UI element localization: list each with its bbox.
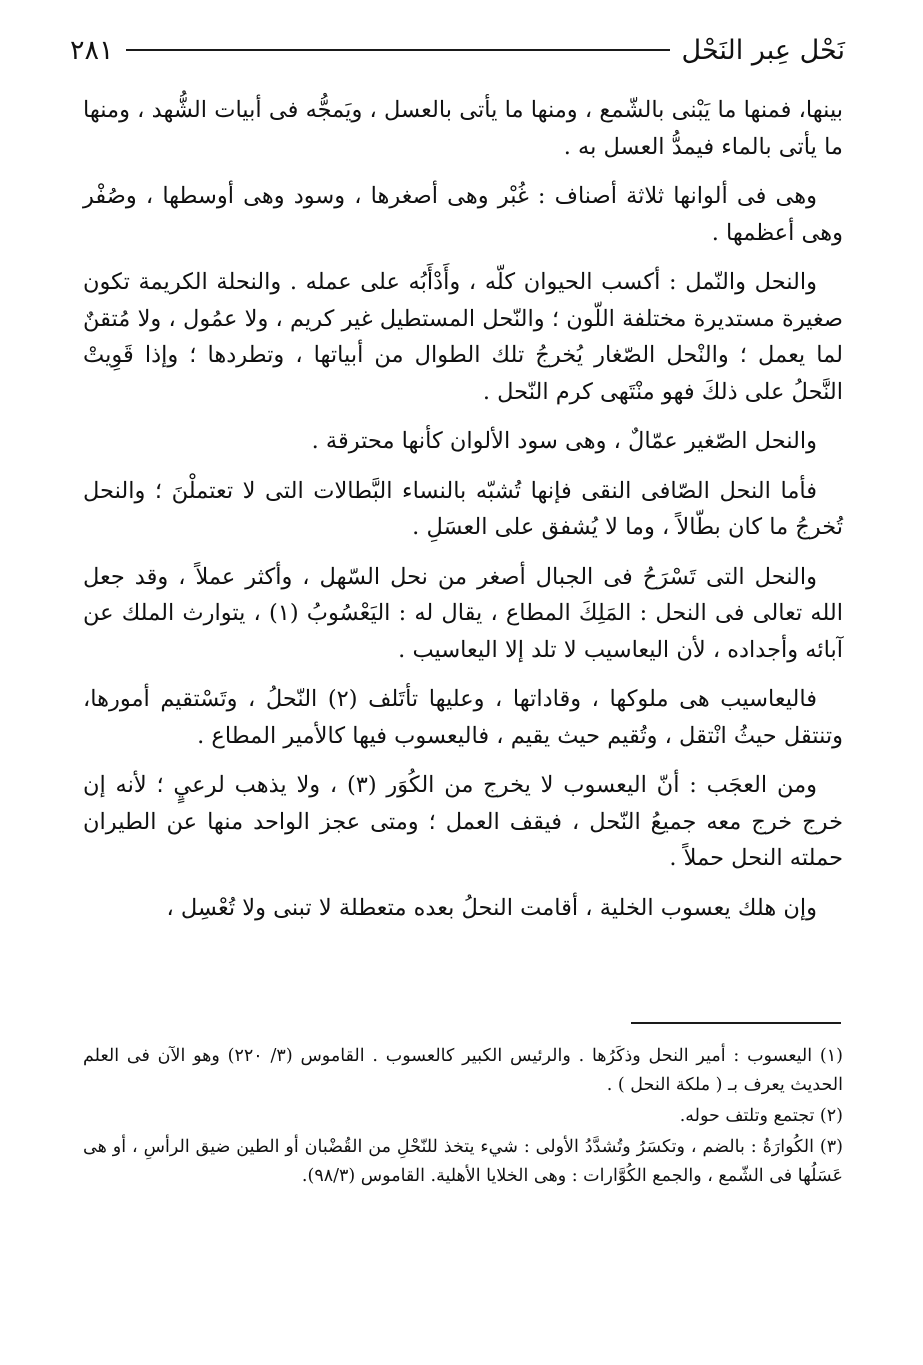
footnotes	[83, 1042, 843, 1193]
paragraph-9: وإن هلك يعسوب الخلية ، أقامت النحلُ بعده متعطلة لا تبنى ولا تُعْسِل ،	[166, 894, 817, 921]
running-title: نَحْل عِبر النَحْل	[681, 34, 845, 66]
footnote-2: (٢) تجتمع وتلتف حوله.	[679, 1106, 843, 1126]
paragraph-1: بينها، فمنها ما يَبْنى بالشّمع ، ومنها ما يأتى بالعسل ، ويَمجُّه فى أبيات الشُّهد ، ومنها ما يأتى بالماء فيمدُّ العسل به .	[83, 97, 843, 160]
paragraph-3: والنحل والنّمل : أكسب الحيوان كلّه ، وأَدْأَبُه على عمله . والنحلة الكريمة تكون صغيرة مستديرة مختلفة اللّون ؛ والنّحل المستطيل غير كريم ، ولا عمُول ، ولا مُتقنٌ لما يعمل ؛ والنْحل الصّغار يُخرجُ تلك الطوال من أبياتها ، وتطردها ؛ وإذا قَوِيتْ النَّحلُ على ذلكَ فهو منْتَهى كرم النّحل .	[83, 269, 843, 405]
page-number: ٢٨١	[70, 34, 114, 66]
paragraph-8: ومن العجَب : أنّ اليعسوب لا يخرج من الكُوَر (٣) ، ولا يذهب لرعيٍ ؛ لأنه إن خرج خرج معه جميعُ النّحل ، فيقف العمل ؛ ومتى عجز الواحد منها عن الطيران حملته النحل حملاً .	[83, 772, 843, 871]
paragraph-6: والنحل التى تَسْرَحُ فى الجبال أصغر من نحل السّهل ، وأكثر عملاً ، وقد جعل الله تعالى فى النحل : المَلِكَ المطاع ، يقال له : اليَعْسُوبُ (١) ، يتوارث الملك عن آبائه وأجداده ، لأن اليعاسيب لا تلد إلا اليعاسيب .	[83, 563, 844, 663]
body-text	[83, 92, 843, 939]
paragraph-2: وهى فى ألوانها ثلاثة أصناف : غُبْر وهى أصغرها ، وسود وهى أوسطها ، وصُفْر وهى أعظمها .	[83, 183, 843, 246]
running-header	[70, 28, 845, 72]
header-rule	[126, 49, 670, 51]
footnote-3: (٣) الكُوارَةُ : بالضم ، وتكسَرُ وتُشدَّدُ الأولى : شيء يتخذ للنّحْلِ من القُضْبان أو الطين ضيق الرأسِ ، أو هى عَسَلُها فى الشّمع ، والجمع الكُوَّارات : وهى الخلايا الأهلية. القاموس (٩٨/٣).	[83, 1137, 843, 1186]
paragraph-4: والنحل الصّغير عمّالٌ ، وهى سود الألوان كأنها محترقة .	[311, 428, 817, 454]
paragraph-7: فاليعاسيب هى ملوكها ، وقاداتها ، وعليها تأتَلف (٢) النّحلُ ، وتَسْتقيم أمورها، وتنتقل حيثُ انْتقل ، وتُقيم حيث يقيم ، فاليعسوب فيها كالأمير المطاع .	[83, 686, 843, 749]
paragraph-5: فأما النحل الصّافى النقى فإنها تُشبّه بالنساء البَّطالات التى لا تعتملْنَ ؛ والنحل تُخرجُ ما كان بطّالاً ، وما لا يُشفق على العسَلِ .	[83, 477, 843, 540]
footnote-rule	[631, 1022, 841, 1024]
footnote-1: (١) اليعسوب : أمير النحل وذكَرُها . والرئيس الكبير كالعسوب . القاموس (٣/ ٢٢٠) وهو الآن فى العلم الحديث يعرف بـ ( ملكة النحل ) .	[83, 1046, 843, 1095]
